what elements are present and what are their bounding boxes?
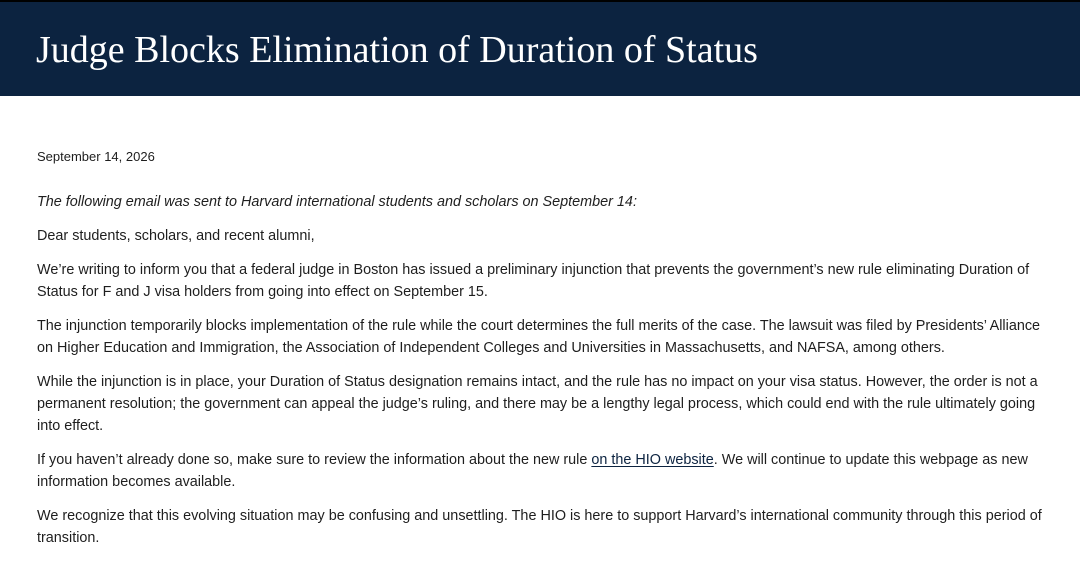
article-paragraph-5: We recognize that this evolving situation may be confusing and unsettling. The HIO is here to support Harvard’s international community through this period of transition.	[37, 508, 1042, 546]
article-paragraph-3: While the injunction is in place, your Duration of Status designation remains intact, and the rule has no impact on your visa status. However, the order is not a permanent resolution; the government can appeal the judge’s ruling, and there may be a lengthy legal process, which could end with the rule ultimately going into effect.	[37, 374, 1038, 434]
page-header	[0, 0, 1080, 96]
article-paragraph-2: The injunction temporarily blocks implementation of the rule while the court determines the full merits of the case. The lawsuit was filed by Presidents’ Alliance on Higher Education and Immigration, the Association of Independent Colleges and Universities in Massachusetts, and NAFSA, among others.	[37, 318, 1041, 356]
article-date: September 14, 2026	[37, 149, 155, 164]
article-intro: The following email was sent to Harvard international students and scholars on September 14:	[37, 194, 637, 210]
hio-website-link[interactable]: on the HIO website	[591, 452, 714, 468]
article-paragraph-4	[37, 449, 1057, 493]
article-greeting: Dear students, scholars, and recent alumni,	[37, 228, 315, 244]
page-title: Judge Blocks Elimination of Duration of Status	[36, 29, 758, 71]
article-paragraph-1: We’re writing to inform you that a federal judge in Boston has issued a preliminary injunction that prevents the government’s new rule eliminating Duration of Status for F and J visa holders from going into effect on September 15.	[37, 262, 1030, 300]
paragraph-4-text-before: If you haven’t already done so, make sure to review the information about the new rule	[37, 452, 592, 468]
article-body	[37, 148, 1057, 561]
paragraph-4-text-after: . We will continue to update this webpage as new information becomes available.	[37, 452, 1028, 490]
